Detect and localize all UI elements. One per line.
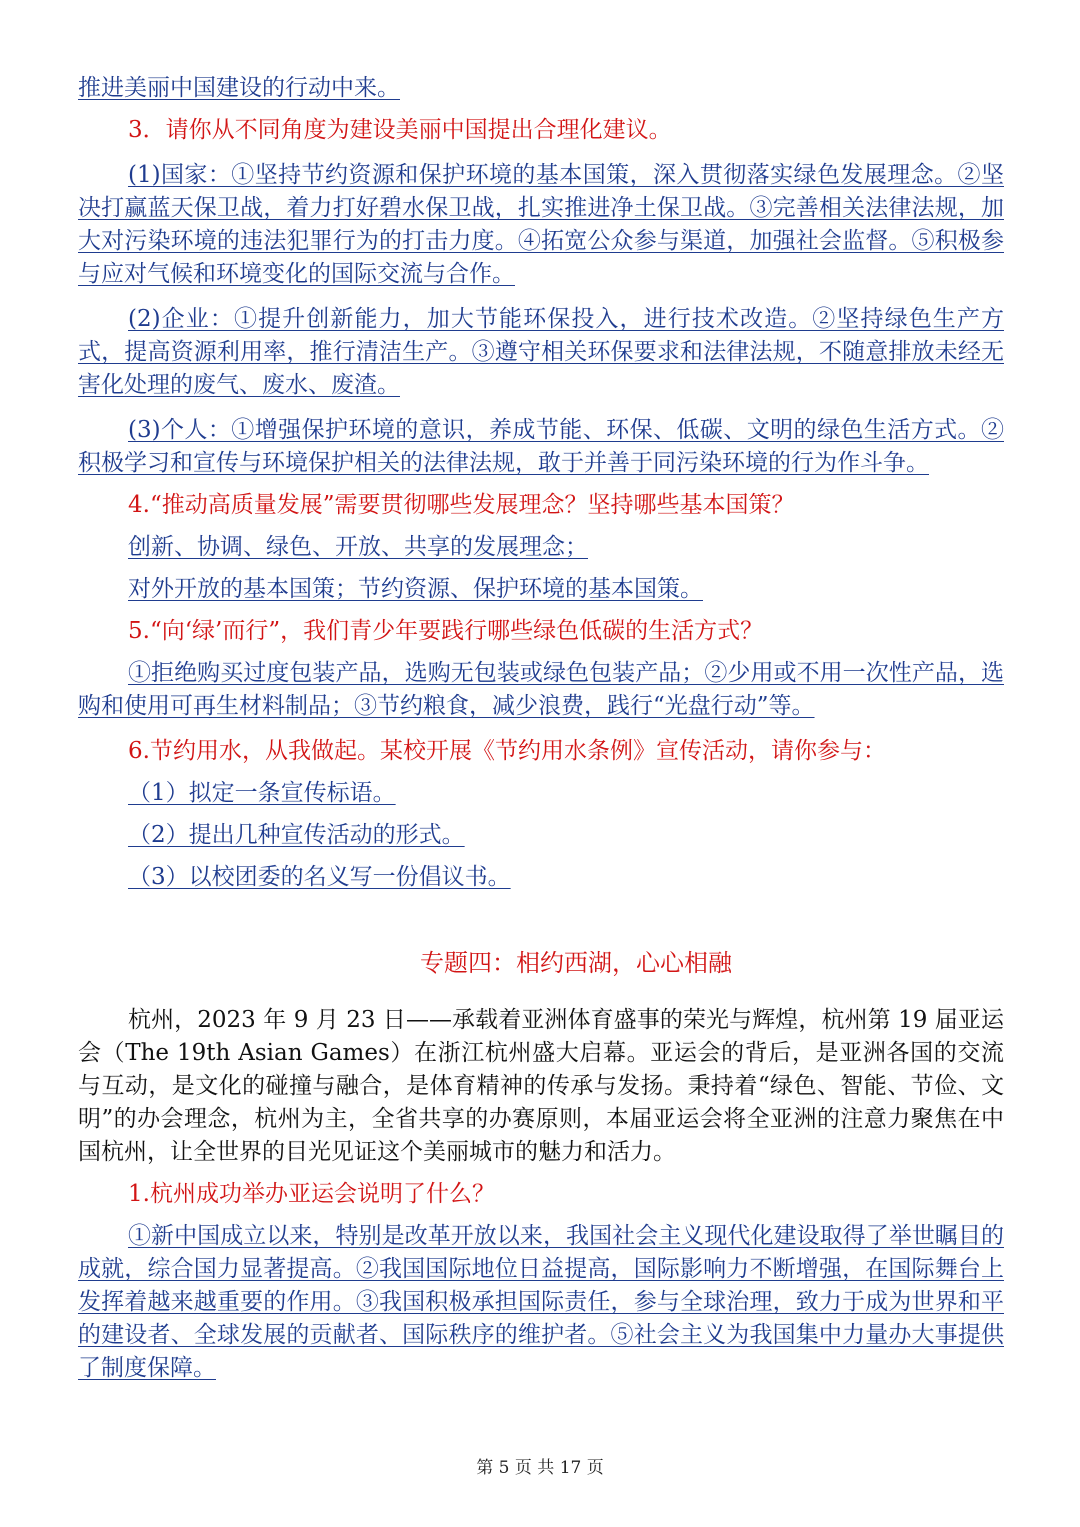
answer-3-2: (2)企业：①提升创新能力，加大节能环保投入，进行技术改造。②坚持绿色生产方式，提高资源利用率，推行清洁生产。③遵守相关环保要求和法律法规，不随意排放未经无害化处理的废气、废水、废渣。 bbox=[78, 306, 1004, 398]
page-footer: 第 5 页 共 17 页 bbox=[476, 1458, 604, 1478]
answer-3-1: (1)国家：①坚持节约资源和保护环境的基本国策，深入贯彻落实绿色发展理念。②坚决打赢蓝天保卫战，着力打好碧水保卫战，扎实推进净土保卫战。③完善相关法律法规，加大对污染环境的违法犯罪行为的打击力度。④拓宽公众参与渠道，加强社会监督。⑤积极参与应对气候和环境变化的国际交流与合作。 bbox=[78, 162, 1004, 287]
section4-question-1: 1.杭州成功举办亚运会说明了什么？ bbox=[128, 1181, 495, 1207]
answer-6-3: （3）以校团委的名义写一份倡议书。 bbox=[128, 864, 511, 890]
question-5: 5.“向‘绿’而行”，我们青少年要践行哪些绿色低碳的生活方式？ bbox=[128, 618, 764, 644]
continuation-line: 推进美丽中国建设的行动中来。 bbox=[78, 75, 400, 101]
answer-6-1: （1）拟定一条宣传标语。 bbox=[128, 780, 396, 806]
answer-3-3: (3)个人：①增强保护环境的意识，养成节能、环保、低碳、文明的绿色生活方式。②积极学习和宣传与环境保护相关的法律法规，敢于并善于同污染环境的行为作斗争。 bbox=[78, 417, 1004, 476]
answer-4-1: 创新、协调、绿色、开放、共享的发展理念； bbox=[128, 534, 588, 560]
question-6: 6.节约用水，从我做起。某校开展《节约用水条例》宣传活动，请你参与： bbox=[128, 738, 886, 764]
question-4: 4.“推动高质量发展”需要贯彻哪些发展理念？坚持哪些基本国策？ bbox=[128, 492, 795, 518]
document-page bbox=[78, 72, 1004, 1385]
answer-6-2: （2）提出几种宣传活动的形式。 bbox=[128, 822, 465, 848]
section4-answer-1: ①新中国成立以来，特别是改革开放以来，我国社会主义现代化建设取得了举世瞩目的成就，综合国力显著提高。②我国国际地位日益提高，国际影响力不断增强，在国际舞台上发挥着越来越重要的作用。③我国积极承担国际责任，参与全球治理，致力于成为世界和平的建设者、全球发展的贡献者、国际秩序的维护者。⑤社会主义为我国集中力量办大事提供了制度保障。 bbox=[78, 1223, 1004, 1381]
answer-4-2: 对外开放的基本国策；节约资源、保护环境的基本国策。 bbox=[128, 576, 703, 602]
section-intro: 杭州，2023 年 9 月 23 日——承载着亚洲体育盛事的荣光与辉煌，杭州第 19 届亚运会（The 19th Asian Games）在浙江杭州盛大启幕。亚运会的背后，是亚洲各国的交流与互动，是文化的碰撞与融合，是体育精神的传承与发扬。秉持着“绿色、智能、节俭、文明”的办会理念，杭州为主，全省共享的办赛原则，本届亚运会将全亚洲的注意力聚焦在中国杭州，让全世界的目光见证这个美丽城市的魅力和活力。 bbox=[78, 1007, 1004, 1165]
question-3: 3．请你从不同角度为建设美丽中国提出合理化建议。 bbox=[128, 117, 672, 143]
answer-5: ①拒绝购买过度包装产品，选购无包装或绿色包装产品；②少用或不用一次性产品，选购和使用可再生材料制品；③节约粮食，减少浪费，践行“光盘行动”等。 bbox=[78, 660, 1004, 719]
section-title: 专题四：相约西湖，心心相融 bbox=[420, 949, 732, 977]
